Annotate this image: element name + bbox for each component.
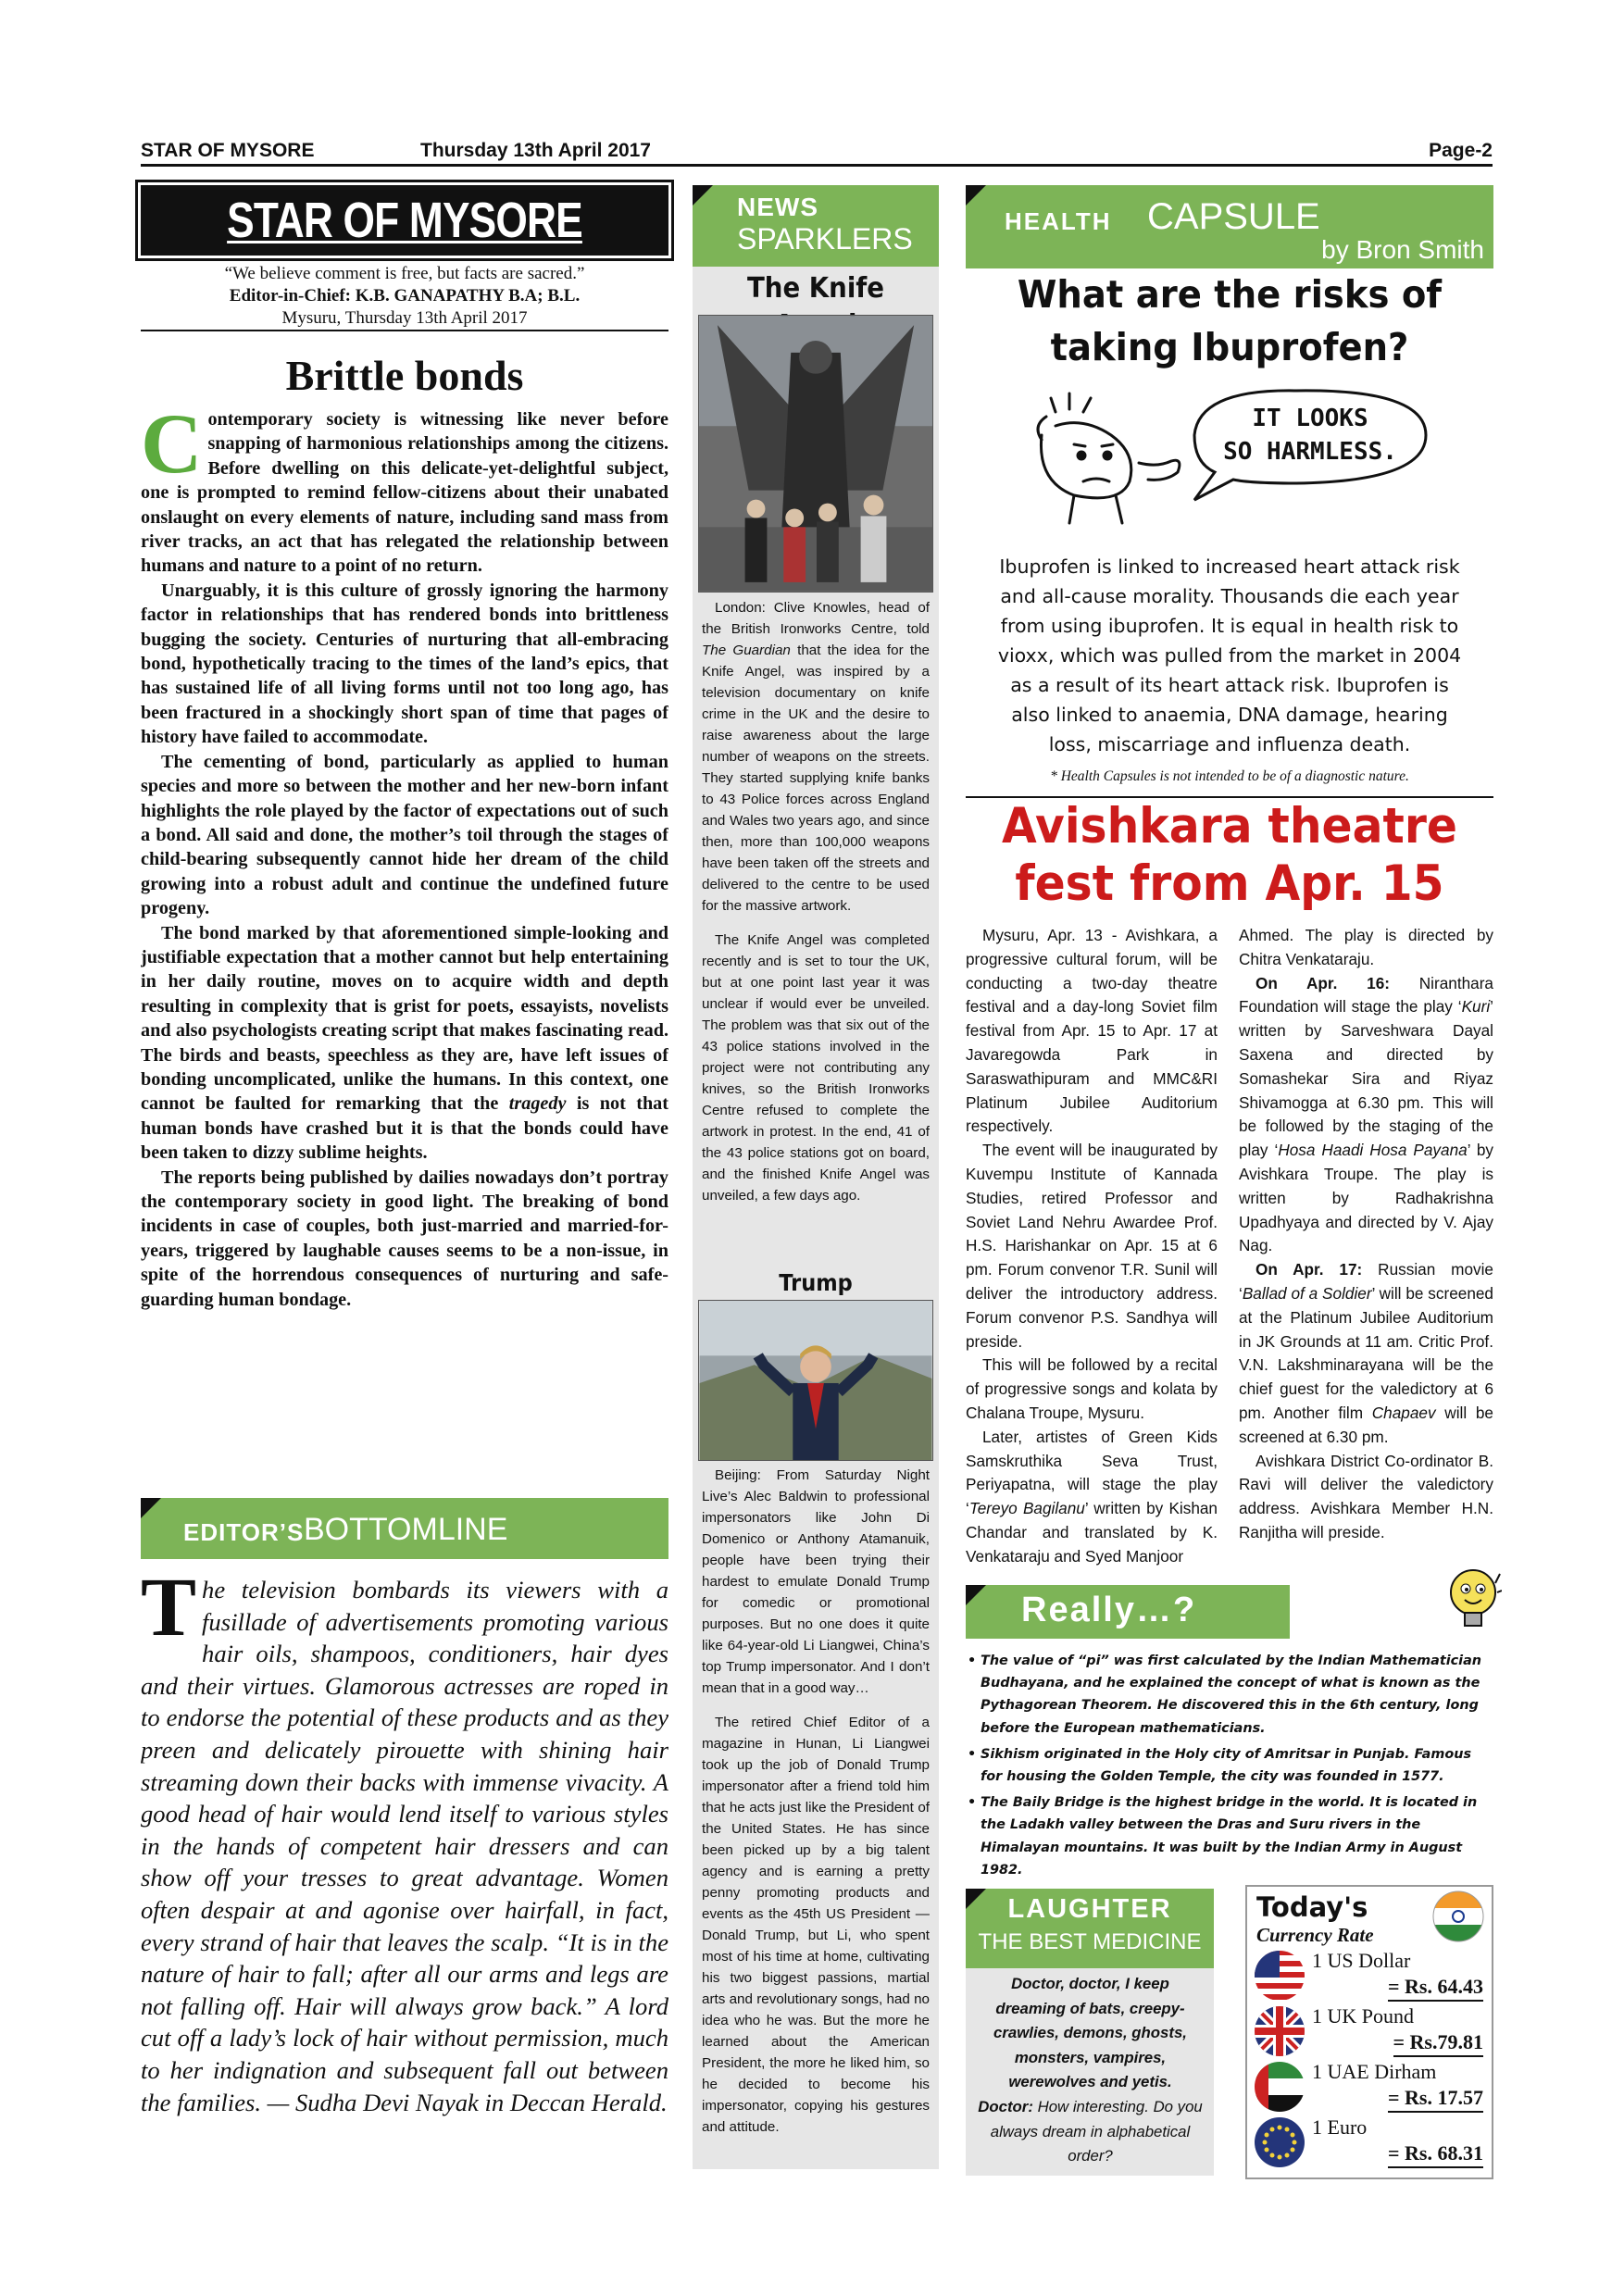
story-paragraph: The Knife Angel was completed recently and is set to tour the UK, but at one point last year it was unclear if would ever be unveiled. The problem was that six out of the 43 police stations involved in the project were not contributing any knives, so the British Ironworks Centre refused to complete the artwork in protest. In the end, 41 of the 43 police stations got on board, and the finished Knife Angel was unveiled, a few days ago. <box>702 932 930 1204</box>
header-page-number: Page-2 <box>1429 140 1493 161</box>
editorial-paragraph: ontemporary society is witnessing like never before snapping of harmonious relationships among the citizens. Before dwelling on this delicate-yet-delightful subject, one is prompted to remind fellow-citizens about their unabated onslaught on every elements of nature, including sand mass from river tracks, an act that has relegated the relationship between humans and nature to a point of no return. <box>141 409 668 577</box>
currency-name: 1 US Dollar <box>1312 1949 1411 1972</box>
fact-item: • Sikhism originated in the Holy city of Amritsar in Punjab. Famous for housing the Golden Temple, the city was founded in 1577. <box>966 1743 1493 1788</box>
bottomline-label: BOTTOMLINE <box>304 1512 508 1547</box>
trump-impersonator-headline: Trump <box>779 1269 853 1296</box>
joke-answer: Doctor: How interesting. Do you always dream in alphabetical order? <box>978 2097 1203 2165</box>
avishkara-column-1 <box>966 924 1218 1581</box>
fact-item: • The value of “pi” was first calculated by the Indian Mathematician Budhayana, and he explained the concept of what is known as the Pythagorean Theorem. He discovered this in the 6th century, long before the European mathematicians. <box>966 1650 1493 1740</box>
speech-bubble-line: SO HARMLESS. <box>1223 438 1397 466</box>
corner-triangle-icon <box>141 1498 161 1518</box>
laughter-label-bold: LAUGHTER <box>1007 1894 1172 1924</box>
avishkara-headline: Avishkara theatre fest from Apr. 15 <box>1002 798 1457 912</box>
laughter-label: THE BEST MEDICINE <box>978 1929 1202 1954</box>
avishkara-paragraph: Mysuru, Apr. 13 - Avishkara, a progressive cultural forum, will be conducting a two-day theatre festival and a day-long Soviet film festival from Apr. 15 to Apr. 17 at Javaregowda Park in Saraswathipuram and MMC&RI Platinum Jubilee Auditorium respectively. <box>966 926 1218 1136</box>
lightbulb-mascot-icon <box>1444 1565 1502 1639</box>
currency-name: 1 UAE Dirham <box>1312 2060 1437 2083</box>
speech-bubble-line: IT LOOKS <box>1252 405 1368 432</box>
joke-question: Doctor, doctor, I keep dreaming of bats, creepy-crawlies, demons, ghosts, monsters, vampires, werewolves and yetis. <box>993 1975 1187 2091</box>
currency-name: 1 UK Pound <box>1312 2004 1415 2028</box>
avishkara-paragraph: On Apr. 17: Russian movie ‘Ballad of a Soldier’ will be screened at the Platinum Jubilee Auditorium in JK Grounds at 11 am. Critic Prof. V.N. Lakshminarayana will be the chief guest for the valedictory at 6 pm. Another film Chapaev will be screened at 6.30 pm. <box>1239 1260 1493 1446</box>
corner-triangle-icon <box>966 1585 986 1605</box>
avishkara-paragraph: On Apr. 16: Niranthara Foundation will stage the play ‘Kuri’ written by Sarveshwara Dayal Saxena and directed by Somashekar Sira and Riyaz Shivamogga at 6.30 pm. This will be followed by the staging of the play ‘Hosa Haadi Hosa Payana’ by Avishkara Troupe. The play is written by Radhakrishna Upadhyaya and directed by V. Ajay Nag. <box>1239 973 1493 1255</box>
editorial-dateline: Mysuru, Thursday 13th April 2017 <box>141 306 668 331</box>
knife-angel-photo <box>698 315 933 593</box>
news-label: SPARKLERS <box>737 222 913 256</box>
trump-impersonator-photo <box>698 1300 933 1461</box>
currency-row-usd <box>1252 1948 1489 2003</box>
health-body: Ibuprofen is linked to increased heart attack risk and all-cause morality. Thousands die each year from using ibuprofen. It is equal in health risk to vioxx, which was pulled from the market in 2004 as a result of its heart attack risk. Ibuprofen is also linked to anaemia, DNA damage, hearing loss, miscarriage and influenza death. <box>997 555 1462 755</box>
uae-flag-icon <box>1254 2061 1305 2113</box>
health-disclaimer: * Health Capsules is not intended to be of a diagnostic nature. <box>966 768 1493 798</box>
health-headline: What are the risks of taking Ibuprofen? <box>1017 272 1443 369</box>
news-sparklers-banner <box>693 185 939 267</box>
health-label-bold: HEALTH <box>1005 207 1112 235</box>
us-flag-icon <box>1254 1950 1305 2002</box>
header-paper-name: STAR OF MYSORE <box>141 140 315 161</box>
knife-angel-headline: The Knife <box>746 272 885 305</box>
editorial-paragraph: Unarguably, it is this culture of grossly ignoring the harmony factor in relationships that has rendered bonds into brittleness bugging the society. Centuries of nurturing that all-embracing bond, hypothetically tracing to the times of the land’s epics, that has sustained life of all living forms until not too long ago, has been fractured in a shockingly short span of time that pages of history have failed to accommodate. <box>141 580 668 748</box>
avishkara-paragraph: Ahmed. The play is directed by Chitra Venkataraju. <box>1239 926 1493 968</box>
eu-flag-icon <box>1254 2116 1305 2168</box>
bottomline-label-bold: EDITOR’S <box>183 1518 305 1546</box>
story-paragraph: Beijing: From Saturday Night Live’s Alec Baldwin to professional impersonators like John Di Domenico or Anthony Atamanuik, people have been trying their hardest to emulate Donald Trump for comedic or promotional purposes. But no one does it quite like 64-year-old Li Liangwei, China’s top Trump impersonator. And I don’t mean that in a good way… <box>702 1467 930 1696</box>
masthead-title: STAR OF MYSORE <box>227 193 582 248</box>
currency-rate: = Rs. 68.31 <box>1388 2140 1483 2168</box>
currency-row-gbp <box>1252 2003 1489 2059</box>
really-facts-list <box>966 1650 1493 1885</box>
story-paragraph: The retired Chief Editor of a magazine in Hunan, Li Liangwei took up the job of Donald Trump impersonator after a friend told him that he acts just like the President of the United States. He has since been picked up by a big talent agency and is earning a pretty penny promoting products and events as the 45th US President —Donald Trump, but Li, who spent most of his time at home, cultivating his two biggest passions, martial arts and revolutionary songs, had no idea who he was. But the more he learned about the American President, the more he liked him, so he decided to become his impersonator, copying his gestures and attitude. <box>702 1715 930 2135</box>
trump-impersonator-story <box>693 1465 939 2168</box>
currency-rate: = Rs. 64.43 <box>1388 1974 1483 2002</box>
currency-name: 1 Euro <box>1312 2115 1368 2139</box>
health-label: CAPSULE <box>1147 196 1320 237</box>
story-paragraph: London: Clive Knowles, head of the British Ironworks Centre, told The Guardian that the idea for the Knife Angel, was inspired by a television documentary on knife crime in the UK and the desire to raise awareness about the large number of weapons on the streets. They started supplying knife banks to 43 Police forces across England and Wales two years ago, and since then, more than 100,000 weapons have been taken off the streets and delivered to the centre to be used for the massive artwork. <box>702 600 930 914</box>
editor-in-chief: Editor-in-Chief: K.B. GANAPATHY B.A; B.L. <box>229 286 581 306</box>
editorial-paragraph: The reports being published by dailies nowadays don’t portray the contemporary society in good light. The breaking of bond incidents in case of couples, both just-married and married-for-years, triggered by laughable causes seems to be a non-issue, in spite of the horrendous consequences of nurturing and safe-guarding human bondage. <box>141 1167 668 1310</box>
bottomline-body <box>141 1574 668 2166</box>
avishkara-column-2 <box>1239 924 1493 1581</box>
currency-rate: = Rs. 17.57 <box>1388 2085 1483 2113</box>
corner-triangle-icon <box>693 185 713 206</box>
uk-flag-icon <box>1254 2005 1305 2057</box>
avishkara-paragraph: Avishkara District Co-ordinator B. Ravi will deliver the valedictory address. Avishkara Member H.N. Ranjitha will preside. <box>1239 1451 1493 1541</box>
india-flag-icon <box>1432 1890 1484 1942</box>
corner-triangle-icon <box>966 185 986 206</box>
news-label-bold: NEWS <box>737 193 818 221</box>
laughter-joke <box>977 1972 1204 2169</box>
laughter-banner <box>966 1889 1214 1968</box>
header-date: Thursday 13th April 2017 <box>420 140 651 161</box>
masthead-motto: “We believe comment is free, but facts are sacred.” <box>224 264 585 283</box>
knife-angel-story <box>693 597 939 1264</box>
masthead <box>141 185 668 256</box>
currency-row-aed <box>1252 2059 1489 2115</box>
avishkara-paragraph: This will be followed by a recital of progressive songs and kolata by Chalana Troupe, Mysuru. <box>966 1355 1218 1422</box>
editorial-paragraph: The cementing of bond, particularly as applied to human species and more so between the mother and her new-born infant highlights the role played by the factor of expectations out of such a bond. All said and done, the mother’s toil through the stages of child-bearing subsequently cannot hide her dream of the child growing into a robust adult and continue the undefined future progeny. <box>141 751 668 919</box>
currency-row-eur <box>1252 2115 1489 2170</box>
health-capsule-banner <box>966 185 1493 268</box>
currency-rate: = Rs.79.81 <box>1393 2029 1484 2057</box>
bottomline-dropcap: T <box>141 1574 197 1653</box>
really-banner <box>966 1585 1290 1639</box>
editorial-paragraph: The bond marked by that aforementioned simple-looking and justifiable expectation that a mother cannot but help entertaining in her daily routine, moves on to acquire width and depth resulting in complexity that is grist for poets, essayists, novelists and also psychologists creating script that makes fascinating read. The birds and beasts, speechless as they are, have left issues of bonding uncomplicated, unlike the humans. In this context, one cannot be faulted for remarking that the tragedy is not that human bonds have crashed but it is that the bonds could have been taken to dizzy sublime heights. <box>141 922 668 1164</box>
editorial-dropcap: C <box>141 407 203 491</box>
bottomline-text: he television bombards its viewers with a fusillade of advertisements promoting various hair oils, shampoos, conditioners, hair dyes and their virtues. Glamorous actresses are roped in to endorse the potential of these products and as they preen and delicately pirouette with shining hair streaming down their backs with immense vivacity. A good head of hair would lend itself to various styles in the hands of competent hair dressers and can show off your tresses to great advantage. Women often despair at and agonise over hairfall, in fact, every strand of hair that leaves the scalp. “It is in the nature of hair to fall; after all our arms and legs are not falling off. Hair will always grow back.” A lord cut off a lady’s lock of hair without permission, much to her indignation and subsequent fall out between the families. — Sudha Devi Nayak in Deccan Herald. <box>141 1576 668 2116</box>
currency-subtitle: Currency Rate <box>1256 1924 1374 1946</box>
editorial-body <box>141 407 668 1475</box>
avishkara-paragraph: The event will be inaugurated by Kuvempu Institute of Kannada Studies, retired Professor and Soviet Land Nehru Awardee Prof. H.S. Harishankar on Apr. 15 at 6 pm. Forum convenor T.R. Sunil will deliver the introductory address. Forum convenor P.S. Sandhya will preside. <box>966 1141 1218 1351</box>
health-byline: by Bron Smith <box>1321 235 1484 264</box>
fact-item: • The Baily Bridge is the highest bridge in the world. It is located in the Ladakh valley between the Dras and Suru rivers in the Himalayan mountains. It was built by the Indian Army in August 1982. <box>966 1791 1493 1881</box>
editors-bottomline-banner <box>141 1498 668 1559</box>
editorial-headline: Brittle bonds <box>285 352 524 399</box>
really-label: Really…? <box>1021 1591 1197 1629</box>
health-cartoon-illustration <box>1018 380 1444 528</box>
avishkara-paragraph: Later, artistes of Green Kids Samskruthika Seva Trust, Periyapatna, will stage the play ‘Tereyo Bagilanu’ written by Kishan Chandar and translated by K. Venkataraju and Syed Manjoor <box>966 1427 1218 1566</box>
running-header <box>141 139 1493 167</box>
currency-title: Today's <box>1256 1891 1368 1923</box>
